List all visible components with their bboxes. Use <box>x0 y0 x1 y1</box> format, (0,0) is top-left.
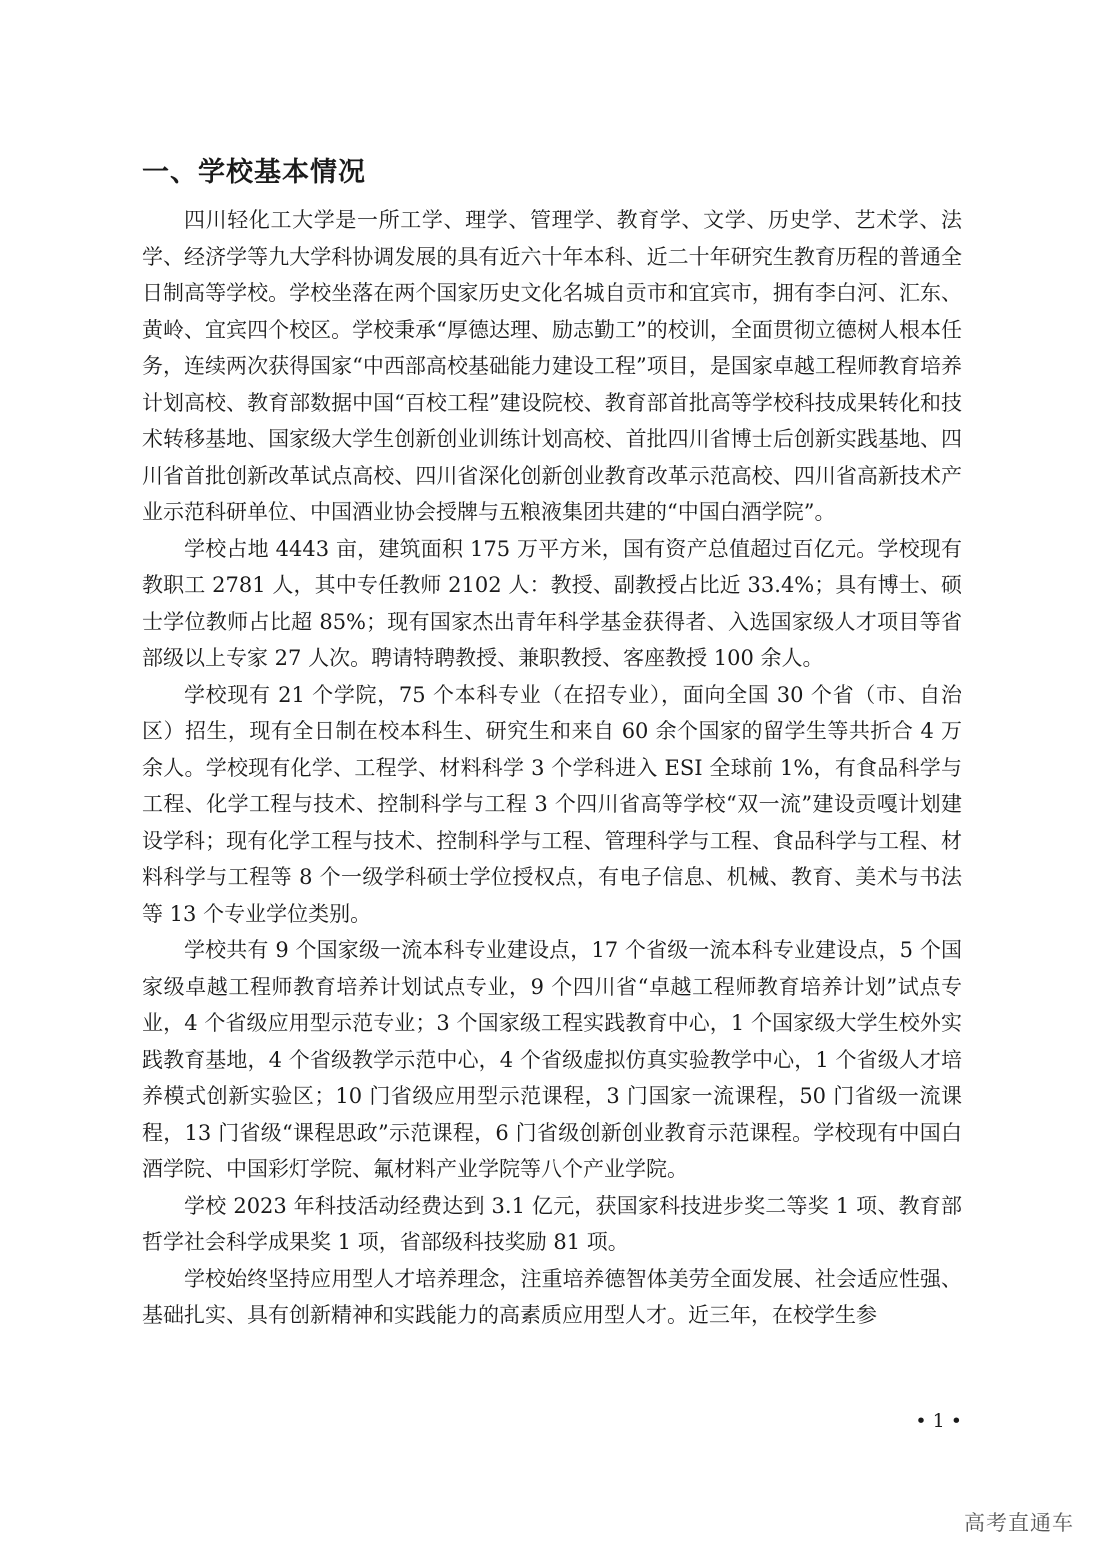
paragraph-campus-staff: 学校占地 4443 亩，建筑面积 175 万平方米，国有资产总值超过百亿元。学校现有教职工 2781 人，其中专任教师 2102 人：教授、副教授占比近 33.4%；具有博士、硕士学位教师占比超 85%；现有国家杰出青年科学基金获得者、入选国家级人才项目等省部级以上专家 27 人次。聘请特聘教授、兼职教授、客座教授 100 余人。 <box>142 536 962 670</box>
body-text <box>142 202 962 1334</box>
watermark: 高考直通车 <box>964 1511 1074 1535</box>
paragraph-overview: 四川轻化工大学是一所工学、理学、管理学、教育学、文学、历史学、艺术学、法学、经济学等九大学科协调发展的具有近六十年本科、近二十年研究生教育历程的普通全日制高等学校。学校坐落在两个国家历史文化名城自贡市和宜宾市，拥有李白河、汇东、黄岭、宜宾四个校区。学校秉承“厚德达理、励志勤工”的校训，全面贯彻立德树人根本任务，连续两次获得国家“中西部高校基础能力建设工程”项目，是国家卓越工程师教育培养计划高校、教育部数据中国“百校工程”建设院校、教育部首批高等学校科技成果转化和技术转移基地、国家级大学生创新创业训练计划高校、首批四川省博士后创新实践基地、四川省首批创新改革试点高校、四川省深化创新创业教育改革示范高校、四川省高新技术产业示范科研单位、中国酒业协会授牌与五粮液集团共建的“中国白酒学院”。 <box>142 208 962 524</box>
paragraph-colleges-disciplines: 学校现有 21 个学院，75 个本科专业（在招专业），面向全国 30 个省（市、自治区）招生，现有全日制在校本科生、研究生和来自 60 余个国家的留学生等共折合 4 万余人。学校现有化学、工程学、材料科学 3 个学科进入 ESI 全球前 1%，有食品科学与工程、化学工程与技术、控制科学与工程 3 个四川省高等学校“双一流”建设贡嘎计划建设学科；现有化学工程与技术、控制科学与工程、管理科学与工程、食品科学与工程、材料科学与工程等 8 个一级学科硕士学位授权点，有电子信息、机械、教育、美术与书法等 13 个专业学位类别。 <box>142 682 962 926</box>
page-number: • 1 • <box>915 1410 962 1432</box>
paragraph-talent-training: 学校始终坚持应用型人才培养理念，注重培养德智体美劳全面发展、社会适应性强、基础扎实、具有创新精神和实践能力的高素质应用型人才。近三年，在校学生参 <box>142 1266 962 1327</box>
section-heading: 一、学校基本情况 <box>142 157 366 188</box>
paragraph-programs-courses: 学校共有 9 个国家级一流本科专业建设点，17 个省级一流本科专业建设点，5 个国家级卓越工程师教育培养计划试点专业，9 个四川省“卓越工程师教育培养计划”试点专业，4 个省级应用型示范专业；3 个国家级工程实践教育中心，1 个国家级大学生校外实践教育基地，4 个省级教学示范中心，4 个省级虚拟仿真实验教学中心，1 个省级人才培养模式创新实验区；10 门省级应用型示范课程，3 门国家一流课程，50 门省级一流课程，13 门省级“课程思政”示范课程，6 门省级创新创业教育示范课程。学校现有中国白酒学院、中国彩灯学院、氟材料产业学院等八个产业学院。 <box>142 938 962 1181</box>
paragraph-research-funding: 学校 2023 年科技活动经费达到 3.1 亿元，获国家科技进步奖二等奖 1 项、教育部哲学社会科学成果奖 1 项，省部级科技奖励 81 项。 <box>142 1193 962 1254</box>
